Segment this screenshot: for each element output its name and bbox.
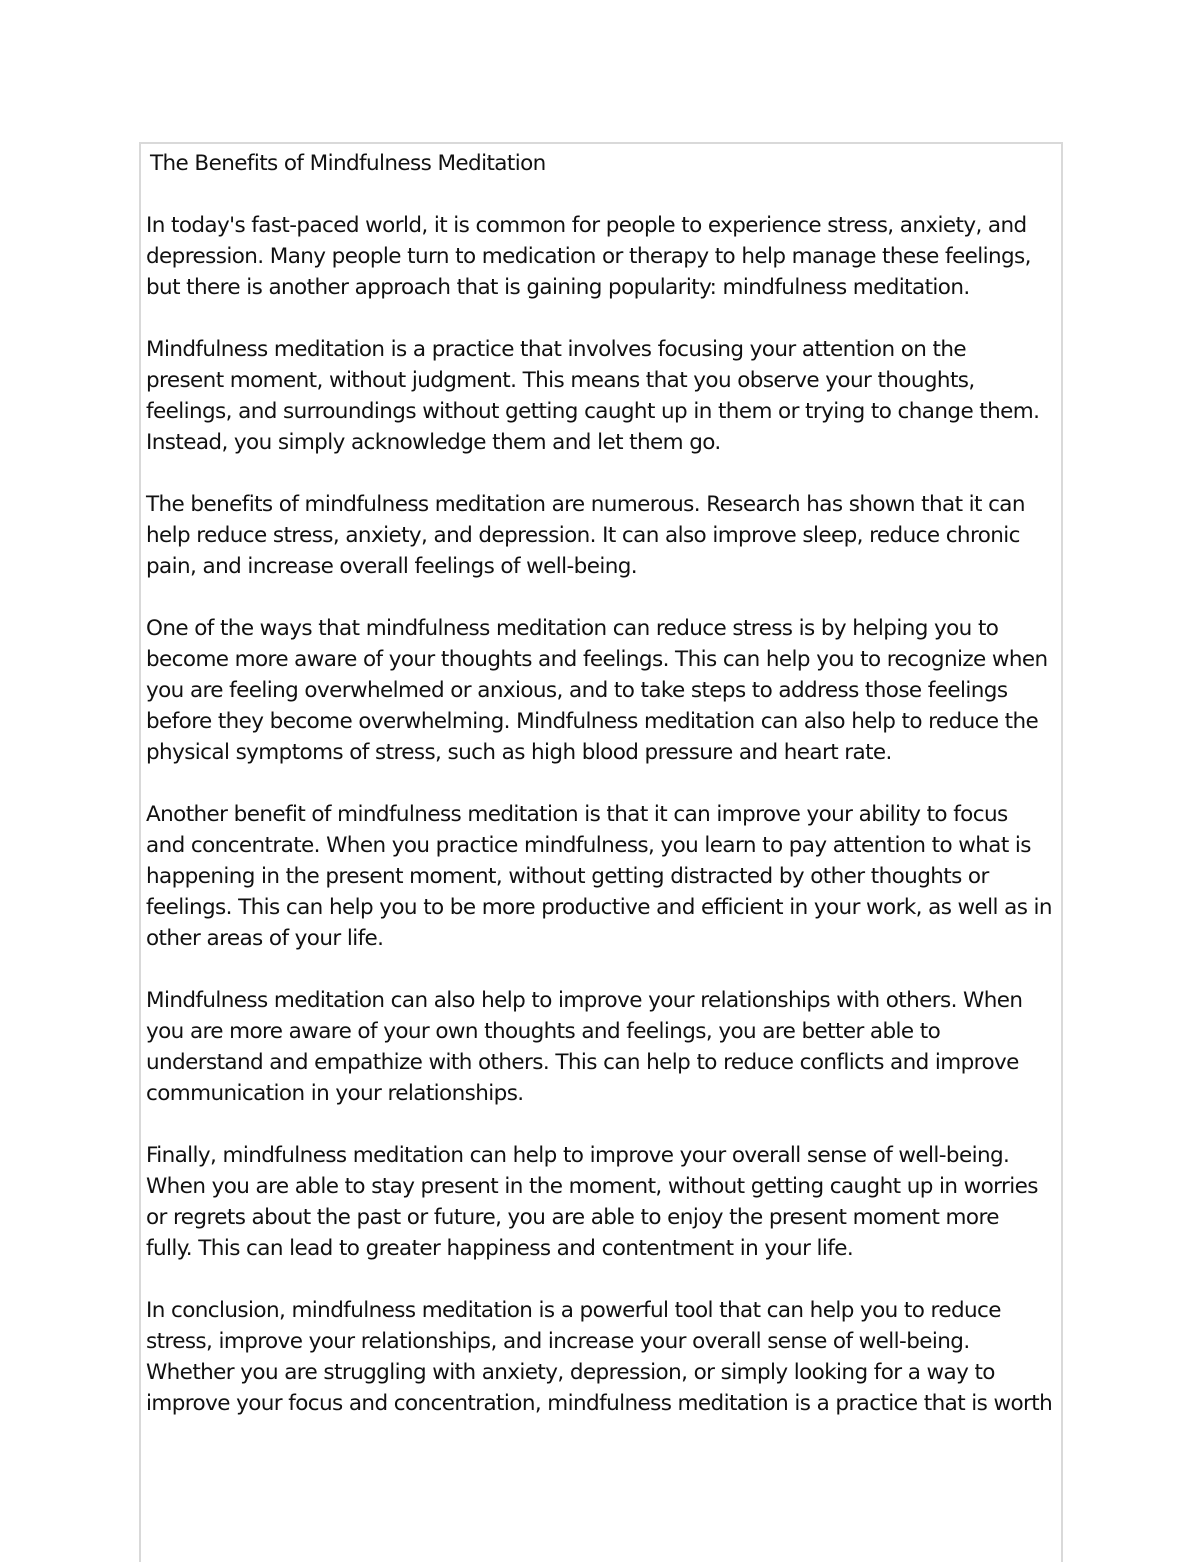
text-line: Finally, mindfulness meditation can help to improve your overall sense of well-being. (146, 1143, 1010, 1168)
text-line: happening in the present moment, without getting distracted by other thoughts or (146, 864, 989, 889)
paragraph-1 (146, 210, 1061, 303)
text-line: One of the ways that mindfulness meditation can reduce stress is by helping you to (146, 616, 999, 641)
text-line: you are feeling overwhelmed or anxious, and to take steps to address those feelings (146, 678, 1008, 703)
paragraph-3 (146, 489, 1061, 582)
text-line: or regrets about the past or future, you are able to enjoy the present moment more (146, 1205, 999, 1230)
text-line: you are more aware of your own thoughts and feelings, you are better able to (146, 1019, 941, 1044)
document-text-box (139, 142, 1063, 1562)
text-line: Mindfulness meditation can also help to improve your relationships with others. When (146, 988, 1023, 1013)
text-line: understand and empathize with others. This can help to reduce conflicts and improve (146, 1050, 1019, 1075)
paragraph-6 (146, 985, 1061, 1109)
text-line: In today's fast-paced world, it is common for people to experience stress, anxiety, and (146, 213, 1027, 238)
text-line: physical symptoms of stress, such as high blood pressure and heart rate. (146, 740, 892, 765)
text-line: stress, improve your relationships, and increase your overall sense of well-being. (146, 1329, 970, 1354)
text-line: depression. Many people turn to medication or therapy to help manage these feelings, (146, 244, 1031, 269)
text-line: and concentrate. When you practice mindfulness, you learn to pay attention to what is (146, 833, 1031, 858)
text-line: pain, and increase overall feelings of well-being. (146, 554, 638, 579)
text-line: Instead, you simply acknowledge them and let them go. (146, 430, 721, 455)
text-line: help reduce stress, anxiety, and depression. It can also improve sleep, reduce chronic (146, 523, 1020, 548)
text-line: communication in your relationships. (146, 1081, 524, 1106)
paragraph-8 (146, 1295, 1061, 1419)
text-line: The benefits of mindfulness meditation are numerous. Research has shown that it can (146, 492, 1025, 517)
text-line: before they become overwhelming. Mindfulness meditation can also help to reduce the (146, 709, 1039, 734)
text-line: In conclusion, mindfulness meditation is a powerful tool that can help you to reduce (146, 1298, 1001, 1323)
text-line: present moment, without judgment. This means that you observe your thoughts, (146, 368, 975, 393)
text-line: feelings, and surroundings without getting caught up in them or trying to change them. (146, 399, 1040, 424)
text-line: feelings. This can help you to be more productive and efficient in your work, as well as in (146, 895, 1052, 920)
paragraph-2 (146, 334, 1061, 458)
text-line: become more aware of your thoughts and feelings. This can help you to recognize when (146, 647, 1048, 672)
text-line: other areas of your life. (146, 926, 384, 951)
text-line: Another benefit of mindfulness meditation is that it can improve your ability to focus (146, 802, 1008, 827)
text-line: Whether you are struggling with anxiety, depression, or simply looking for a way to (146, 1360, 995, 1385)
text-line: but there is another approach that is gaining popularity: mindfulness meditation. (146, 275, 970, 300)
document-title: The Benefits of Mindfulness Meditation (150, 151, 546, 176)
text-line: Mindfulness meditation is a practice that involves focusing your attention on the (146, 337, 967, 362)
paragraph-7 (146, 1140, 1061, 1264)
text-line: improve your focus and concentration, mindfulness meditation is a practice that is worth (146, 1391, 1053, 1416)
paragraph-4 (146, 613, 1061, 768)
text-line: When you are able to stay present in the moment, without getting caught up in worries (146, 1174, 1038, 1199)
document-body (146, 210, 1061, 1419)
text-line: fully. This can lead to greater happiness and contentment in your life. (146, 1236, 854, 1261)
paragraph-5 (146, 799, 1061, 954)
